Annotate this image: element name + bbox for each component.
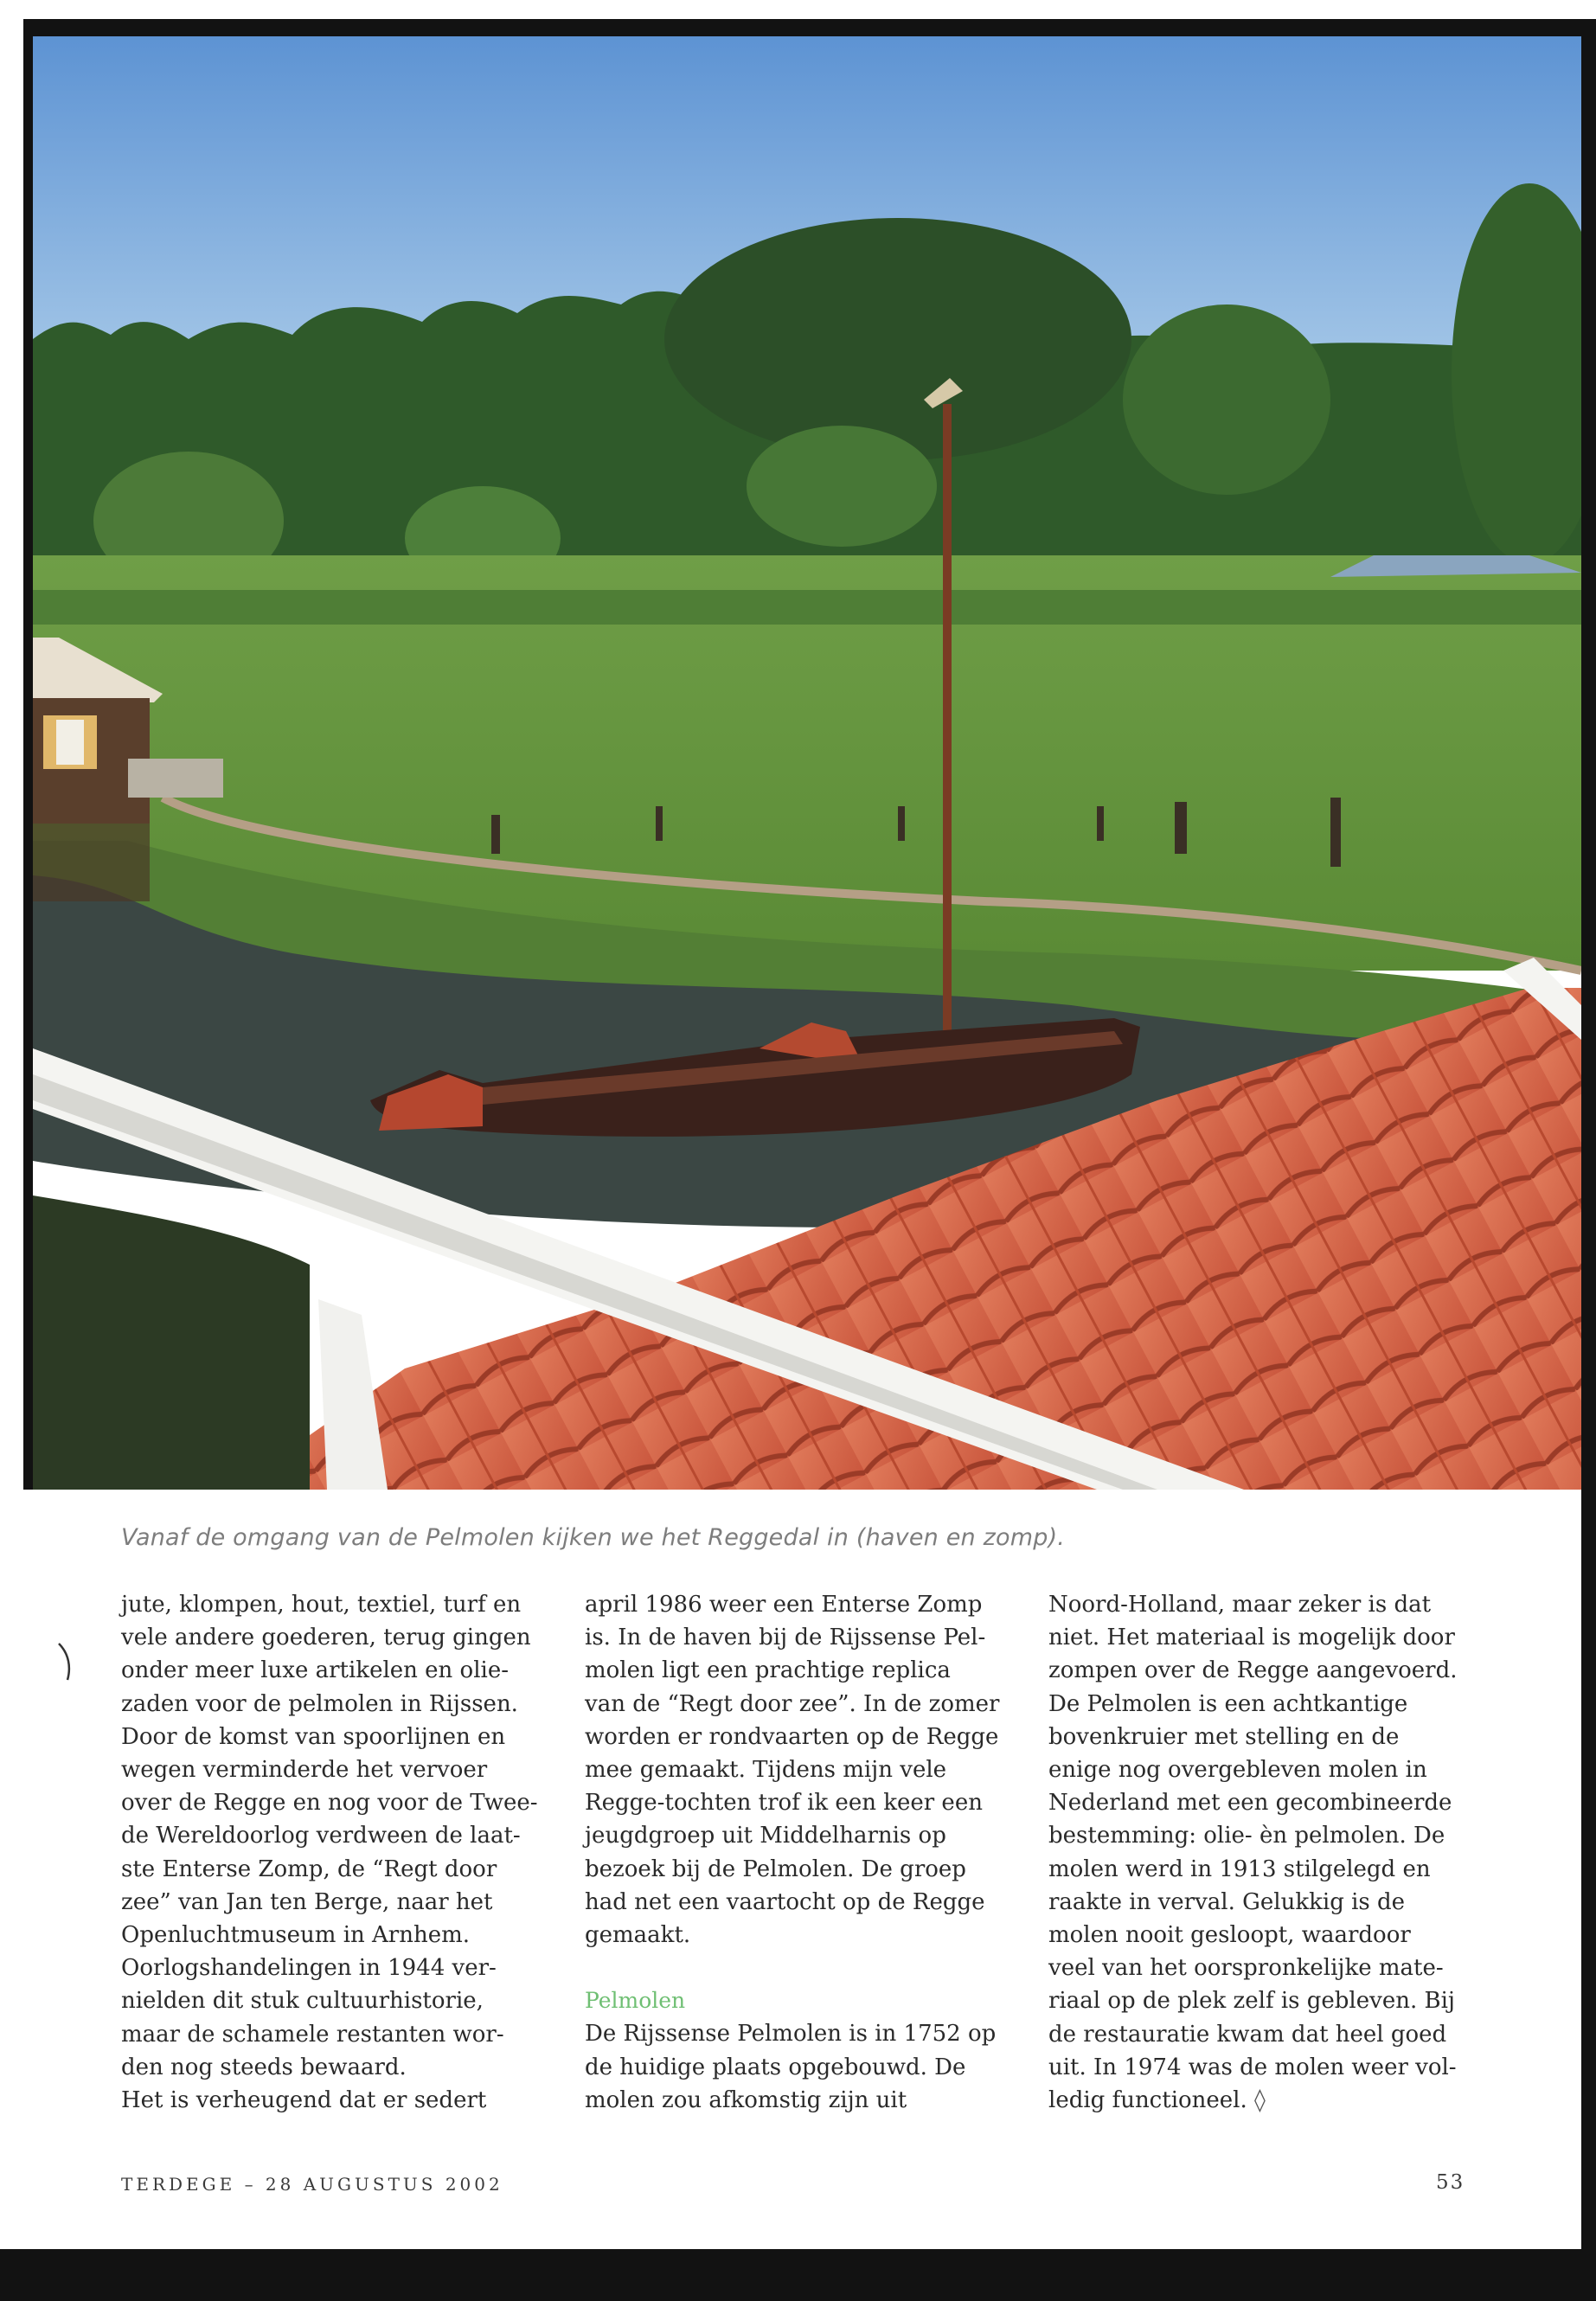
hedge — [33, 1195, 310, 1490]
text-line: molen zou afkomstig zijn uit — [585, 2086, 907, 2113]
text-line: niet. Het materiaal is mogelijk door — [1048, 1625, 1455, 1651]
bush — [747, 426, 937, 547]
text-line: maar de schamele restanten wor- — [121, 2021, 504, 2048]
text-line: molen nooit gesloopt, waardoor — [1048, 1922, 1411, 1949]
text-line: zompen over de Regge aangevoerd. — [1048, 1657, 1458, 1684]
text-column-3 — [1048, 1588, 1472, 2117]
text-line: worden er rondvaarten op de Regge — [585, 1723, 999, 1750]
text-line: De Rijssense Pelmolen is in 1752 op — [585, 2021, 997, 2048]
text-line: Noord-Holland, maar zeker is dat — [1048, 1592, 1432, 1618]
text-line: bestemming: olie- èn pelmolen. De — [1048, 1823, 1445, 1849]
text-line: Het is verheugend dat er sedert — [121, 2087, 487, 2114]
text-line: vele andere goederen, terug gingen — [121, 1625, 531, 1651]
text-line: Regge-tochten trof ik een keer een — [585, 1790, 983, 1817]
text-line: nielden dit stuk cultuurhistorie, — [121, 1988, 484, 2015]
text-line: raakte in verval. Gelukkig is de — [1048, 1888, 1406, 1915]
text-line: gemaakt. — [585, 1922, 691, 1949]
text-column-1 — [121, 1588, 545, 2117]
text-line: molen ligt een prachtige replica — [585, 1657, 951, 1684]
text-line: bezoek bij de Pelmolen. De groep — [585, 1856, 966, 1882]
text-line: mee gemaakt. Tijdens mijn vele — [585, 1757, 947, 1784]
text-line: molen werd in 1913 stilgelegd en — [1048, 1856, 1431, 1882]
text-line: jute, klompen, hout, textiel, turf en — [121, 1592, 522, 1618]
text-line: de huidige plaats opgebouwd. De — [585, 2054, 966, 2080]
margin-mark — [55, 1642, 74, 1682]
boat-mast — [943, 404, 952, 1044]
text-line: bovenkruier met stelling en de — [1048, 1723, 1400, 1750]
text-line: uit. In 1974 was de molen weer vol- — [1048, 2054, 1457, 2080]
text-line: wegen verminderde het vervoer — [121, 1757, 488, 1784]
text-line: enige nog overgebleven molen in — [1048, 1757, 1427, 1784]
text-line: is. In de haven bij de Rijssense Pel- — [585, 1625, 986, 1651]
scan-frame-bottom — [0, 2249, 1596, 2301]
section-subhead: Pelmolen — [585, 1988, 686, 2014]
text-line: had net een vaartocht op de Regge — [585, 1888, 985, 1915]
jetty — [128, 759, 223, 798]
text-line: ste Enterse Zomp, de “Regt door — [121, 1856, 497, 1882]
text-line: zaden voor de pelmolen in Rijssen. — [121, 1690, 518, 1717]
text-line: De Pelmolen is een achtkantige — [1048, 1690, 1408, 1717]
tree-cluster — [664, 218, 1131, 460]
footer-publication: TERDEGE – 28 AUGUSTUS 2002 — [121, 2174, 503, 2195]
text-line: april 1986 weer een Enterse Zomp — [585, 1592, 983, 1618]
text-line-last: ledig functioneel. — [1048, 2087, 1247, 2114]
text-line: Door de komst van spoorlijnen en — [121, 1723, 506, 1750]
text-line: over de Regge en nog voor de Twee- — [121, 1790, 538, 1817]
landscape-photo — [33, 36, 1581, 1490]
text-line: van de “Regt door zee”. In de zomer — [585, 1690, 1000, 1717]
scan-frame-top — [23, 19, 1596, 36]
text-line: den nog steeds bewaard. — [121, 2054, 407, 2080]
text-line: Openluchtmuseum in Arnhem. — [121, 1922, 471, 1949]
text-line: onder meer luxe artikelen en olie- — [121, 1657, 510, 1684]
text-line: veel van het oorspronkelijke mate- — [1048, 1955, 1444, 1982]
scan-frame-right — [1581, 19, 1596, 2301]
scan-frame-left — [23, 19, 33, 1490]
text-line: jeugdgroep uit Middelharnis op — [585, 1823, 946, 1849]
tree-cluster — [1123, 304, 1330, 495]
text-line: zee” van Jan ten Berge, naar het — [121, 1888, 493, 1915]
page-number: 53 — [1436, 2171, 1465, 2194]
text-line: Oorlogshandelingen in 1944 ver- — [121, 1955, 497, 1982]
text-line: de restauratie kwam dat heel goed — [1048, 2021, 1447, 2048]
text-line: Nederland met een gecombineerde — [1048, 1790, 1452, 1817]
text-line: de Wereldoorlog verdween de laat- — [121, 1823, 521, 1849]
text-line: riaal op de plek zelf is gebleven. Bij — [1048, 1988, 1455, 2015]
text-line — [1048, 2084, 1472, 2117]
reeds — [33, 590, 1581, 625]
photo-caption: Vanaf de omgang van de Pelmolen kijken we het Reggedal in (haven en zomp). — [121, 1524, 1066, 1551]
text-column-2 — [585, 1588, 1009, 2117]
end-mark-icon: ◊ — [1254, 2087, 1266, 2114]
